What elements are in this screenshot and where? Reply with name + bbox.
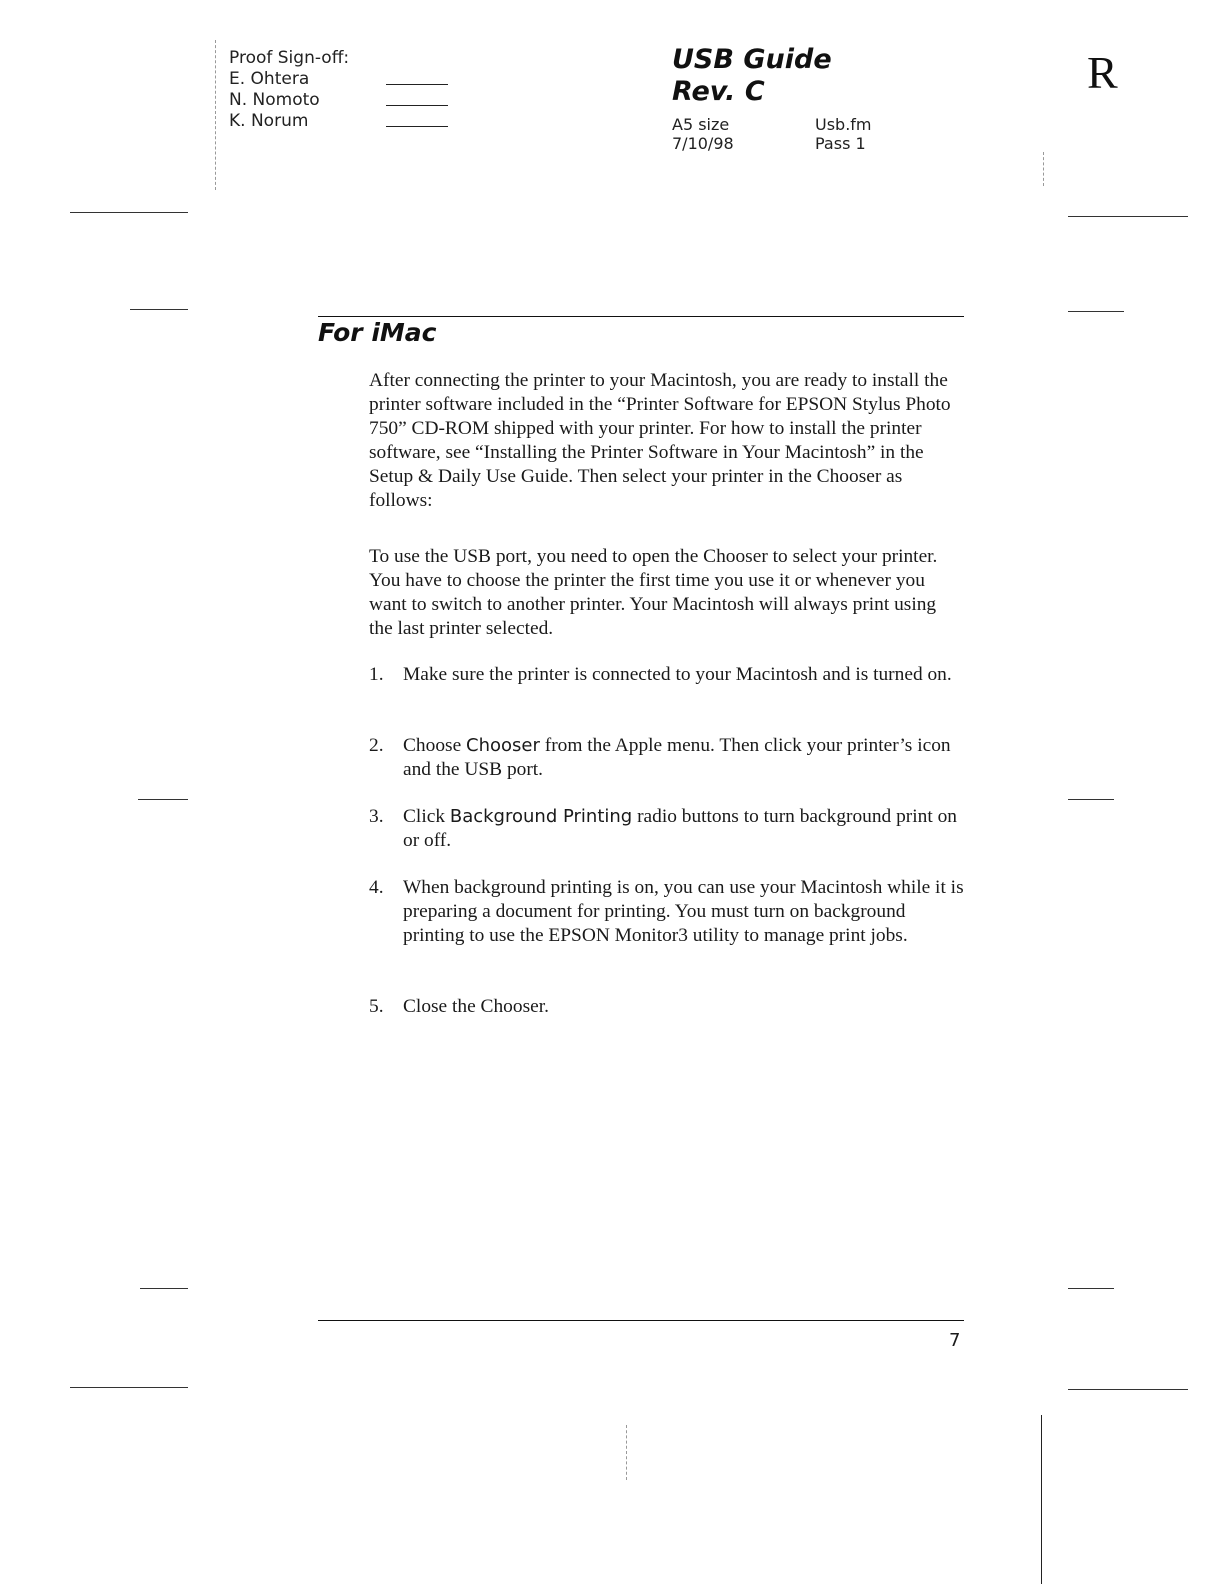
paragraph-text: To use the USB port, you need to open the Chooser to select your printer. You have to choose the printer the first time you use it or whenever you want to switch to another printer. Your Macintosh will always print using the last printer selected. xyxy=(369,546,938,639)
file-name: Usb.fm xyxy=(815,115,872,134)
step-4 xyxy=(369,876,964,948)
proof-name-3: K. Norum xyxy=(229,111,309,131)
signature-line-1 xyxy=(386,84,448,85)
crop-mark-l3 xyxy=(140,1288,188,1289)
proof-signoff-label: Proof Sign-off: xyxy=(229,48,350,68)
step-text: Close the Chooser. xyxy=(403,996,549,1017)
crop-mark-r3 xyxy=(1068,1288,1114,1289)
step-text: When background printing is on, you can use your Macintosh while it is preparing a document for printing. You must turn on background printing to use the EPSON Monitor3 utility to manage print jobs. xyxy=(403,877,964,946)
step-number: 2. xyxy=(369,735,384,756)
step-number: 1. xyxy=(369,664,384,685)
step-number: 5. xyxy=(369,996,384,1017)
right-bottom-mark xyxy=(1041,1415,1042,1584)
proof-signoff xyxy=(229,48,349,132)
crop-mark-r2 xyxy=(1068,799,1114,800)
crop-mark-tr xyxy=(1068,216,1188,217)
page-size: A5 size xyxy=(672,115,730,134)
step-text-part: from the Apple menu. Then click your printer’s icon and the USB port. xyxy=(403,735,951,780)
proof-name-2: N. Nomoto xyxy=(229,90,320,110)
crop-mark-tl xyxy=(70,212,188,213)
center-fold-mark xyxy=(626,1425,627,1480)
guide-title: USB Guide xyxy=(672,44,832,75)
proof-pass: Pass 1 xyxy=(815,134,866,153)
step-text: Make sure the printer is connected to your Macintosh and is turned on. xyxy=(403,664,952,685)
guide-title-block xyxy=(672,44,832,108)
proof-name-1: E. Ohtera xyxy=(229,69,310,89)
step-number: 4. xyxy=(369,877,384,898)
corner-mark: R xyxy=(1087,47,1118,98)
left-margin-mark xyxy=(215,40,216,190)
guide-revision: Rev. C xyxy=(672,76,765,107)
section-rule xyxy=(318,316,964,317)
crop-mark-r1 xyxy=(1068,311,1124,312)
signature-line-2 xyxy=(386,105,448,106)
crop-mark-bl xyxy=(70,1387,188,1388)
right-margin-mark xyxy=(1043,152,1044,186)
step-1 xyxy=(369,663,964,687)
signature-line-3 xyxy=(386,126,448,127)
intro-paragraph xyxy=(369,369,964,513)
step-3 xyxy=(369,805,964,853)
paragraph-text: After connecting the printer to your Macintosh, you are ready to install the printer software included in the “Printer Software for EPSON Stylus Photo 750” CD-ROM shipped with your printer. For how to install the printer software, see “Installing the Printer Software in Your Macintosh” in the Setup & Daily Use Guide. Then select your printer in the Chooser as follows: xyxy=(369,370,951,511)
step-text-part: Choose xyxy=(403,735,467,756)
footer-rule xyxy=(318,1320,964,1321)
page-number: 7 xyxy=(949,1330,961,1351)
ui-term-chooser: Chooser xyxy=(466,735,540,756)
crop-mark-br xyxy=(1068,1389,1188,1390)
section-heading: For iMac xyxy=(318,318,437,347)
ui-term-background-printing: Background Printing xyxy=(449,806,633,827)
crop-mark-l1 xyxy=(130,309,188,310)
crop-mark-l2 xyxy=(138,799,188,800)
step-number: 3. xyxy=(369,806,384,827)
step-text-part: radio buttons to turn background print on or off. xyxy=(403,806,957,851)
step-text xyxy=(403,805,964,853)
usb-paragraph xyxy=(369,545,964,641)
step-2 xyxy=(369,734,964,782)
proof-date: 7/10/98 xyxy=(672,134,734,153)
step-text xyxy=(403,734,964,782)
step-5 xyxy=(369,995,964,1019)
step-text-part: Click xyxy=(403,806,450,827)
